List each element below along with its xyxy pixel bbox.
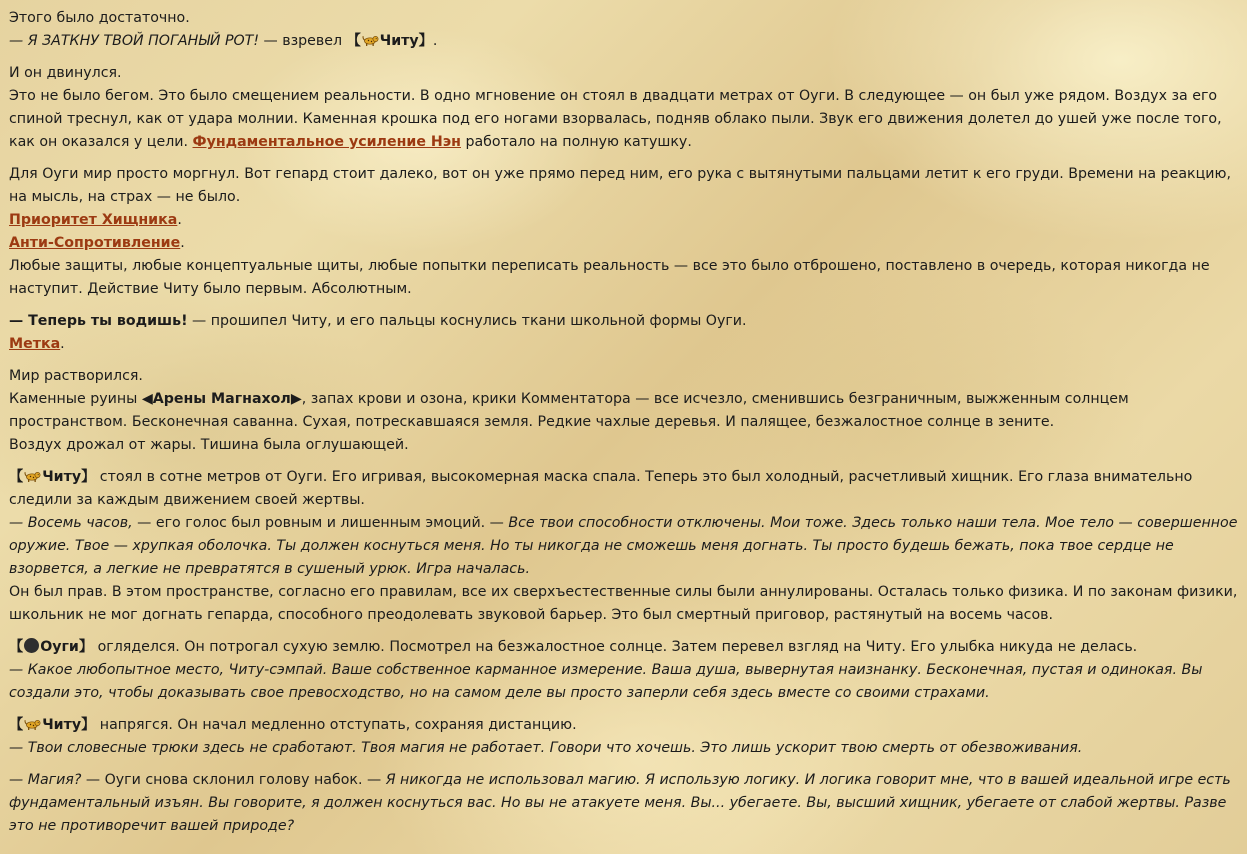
character-tag-chitu: 【 Читу】 xyxy=(346,33,433,49)
narration: Для Оуги мир просто моргнул. Вот гепард стоит далеко, вот он уже прямо перед ним, его рука с вытянутыми пальцами летит к его груди. Времени на реакцию, на мысль, на страх — не было. xyxy=(9,166,1231,205)
narration: И он двинулся. xyxy=(9,65,122,81)
paragraph xyxy=(9,434,1241,457)
paragraph xyxy=(9,388,1241,434)
dialogue-line: — Твои словесные трюки здесь не сработают. Твоя магия не работает. Говори что хочешь. Это лишь ускорит твою смерть от обезвоживания. xyxy=(9,740,1083,756)
narration: работало на полную катушку. xyxy=(460,134,692,150)
narration: , запах крови и озона, крики Комментатора — все исчезло, сменившись безграничным, выжженным солнцем пространством. Бесконечная саванна. Сухая, потрескавшаяся земля. Редкие чахлые деревья. И палящее, безжалостное солнце в зените. xyxy=(9,391,1129,430)
paragraph xyxy=(9,714,1241,737)
link-fundamental-nen[interactable]: Фундаментальное усиление Нэн xyxy=(192,134,461,150)
paragraph xyxy=(9,255,1241,301)
narration: стоял в сотне метров от Оуги. Его игривая, высокомерная маска спала. Теперь это был холодный, расчетливый хищник. Его глаза внимательно следили за каждым движением своей жертвы. xyxy=(9,469,1193,508)
narration: Мир растворился. xyxy=(9,368,143,384)
dialogue-line: — Теперь ты водишь! xyxy=(9,313,188,329)
paragraph xyxy=(9,310,1241,333)
paragraph xyxy=(9,365,1241,388)
paragraph xyxy=(9,769,1241,838)
paragraph xyxy=(9,466,1241,512)
cheetah-icon xyxy=(24,718,41,730)
narration: — взревел xyxy=(259,33,347,49)
dialogue-line: — Я ЗАТКНУ ТВОЙ ПОГАНЫЙ РОТ! xyxy=(9,33,260,49)
location-name: ◀Арены Магнахол▶ xyxy=(141,391,302,407)
character-tag-chitu: 【 Читу】 xyxy=(9,717,96,733)
paragraph: — Я ЗАТКНУ ТВОЙ ПОГАНЫЙ РОТ! — взревел 【 Читу】. xyxy=(9,33,438,49)
character-tag-ougi: 【 Оуги】 xyxy=(9,639,94,655)
paragraph xyxy=(9,581,1241,627)
narration: Это не было бегом. Это было смещением реальности. В одно мгновение он стоял в двадцати метрах от Оуги. В следующее — он был уже рядом. Воздух за его спиной треснул, как от удара молнии. Каменная крошка под его ногами взорвалась, подняв облако пыли. Звук его движения долетел до ушей уже после того, как он оказался у цели. xyxy=(9,88,1222,150)
black-circle-icon xyxy=(24,638,39,653)
paragraph xyxy=(9,659,1241,705)
dialogue-line: — Восемь часов, xyxy=(9,515,133,531)
paragraph xyxy=(9,85,1241,154)
paragraph xyxy=(9,62,1241,85)
paragraph: Приоритет Хищника. xyxy=(9,212,182,228)
narration: Этого было достаточно. xyxy=(9,10,190,26)
paragraph: Анти-Сопротивление. xyxy=(9,235,185,251)
narration: — прошипел Читу, и его пальцы коснулись ткани школьной формы Оуги. xyxy=(187,313,747,329)
paragraph xyxy=(9,512,1241,581)
paragraph: Метка. xyxy=(9,336,65,352)
narration: огляделся. Он потрогал сухую землю. Посмотрел на безжалостное солнце. Затем перевел взгляд на Читу. Его улыбка никуда не делась. xyxy=(93,639,1138,655)
dialogue-line: Все твои способности отключены. Мои тоже. Здесь только наши тела. Мое тело — совершенное оружие. Твое — хрупкая оболочка. Ты должен коснуться меня. Но ты никогда не сможешь меня догнать. Ты просто будешь бежать, пока твое сердце не взорвется, а легкие не превратятся в сушеный урюк. Игра началась. xyxy=(9,515,1238,577)
narration: Каменные руины xyxy=(9,391,142,407)
link-predator-priority[interactable]: Приоритет Хищника xyxy=(9,212,178,228)
character-tag-chitu: 【 Читу】 xyxy=(9,469,96,485)
dialogue-line: — Магия? xyxy=(9,772,82,788)
dialogue-line: — Какое любопытное место, Читу-сэмпай. Ваше собственное карманное измерение. Ваша душа, вывернутая наизнанку. Бесконечная, пустая и одинокая. Вы создали это, чтобы доказывать свое превосходство, но на самом деле вы просто заперли себя здесь вместе со своими страхами. xyxy=(9,662,1203,701)
narration: — Оуги снова склонил голову набок. — xyxy=(81,772,386,788)
dialogue-line: Я никогда не использовал магию. Я использую логику. И логика говорит мне, что в вашей идеальной игре есть фундаментальный изъян. Вы говорите, я должен коснуться вас. Но вы не атакуете меня. Вы... убегаете. Вы, высший хищник, убегаете от слабой жертвы. Разве это не противоречит вашей природе? xyxy=(9,772,1231,834)
link-anti-resistance[interactable]: Анти-Сопротивление xyxy=(9,235,181,251)
paragraph xyxy=(9,163,1241,209)
narration: — его голос был ровным и лишенным эмоций. — xyxy=(132,515,509,531)
link-mark[interactable]: Метка xyxy=(9,336,61,352)
cheetah-icon xyxy=(362,34,379,46)
narration: напрягся. Он начал медленно отступать, сохраняя дистанцию. xyxy=(95,717,577,733)
paragraph xyxy=(9,737,1241,760)
story-text xyxy=(9,7,1241,838)
narration: Он был прав. В этом пространстве, согласно его правилам, все их сверхъестественные силы были аннулированы. Осталась только физика. И по законам физики, школьник не мог догнать гепарда, способного преодолевать звуковой барьер. Это был смертный приговор, растянутый на восемь часов. xyxy=(9,584,1238,623)
paragraph xyxy=(9,636,1241,659)
narration: Воздух дрожал от жары. Тишина была оглушающей. xyxy=(9,437,409,453)
paragraph xyxy=(9,7,1241,30)
narration: Любые защиты, любые концептуальные щиты, любые попытки переписать реальность — все это было отброшено, поставлено в очередь, которая никогда не наступит. Действие Читу было первым. Абсолютным. xyxy=(9,258,1210,297)
cheetah-icon xyxy=(24,470,41,482)
